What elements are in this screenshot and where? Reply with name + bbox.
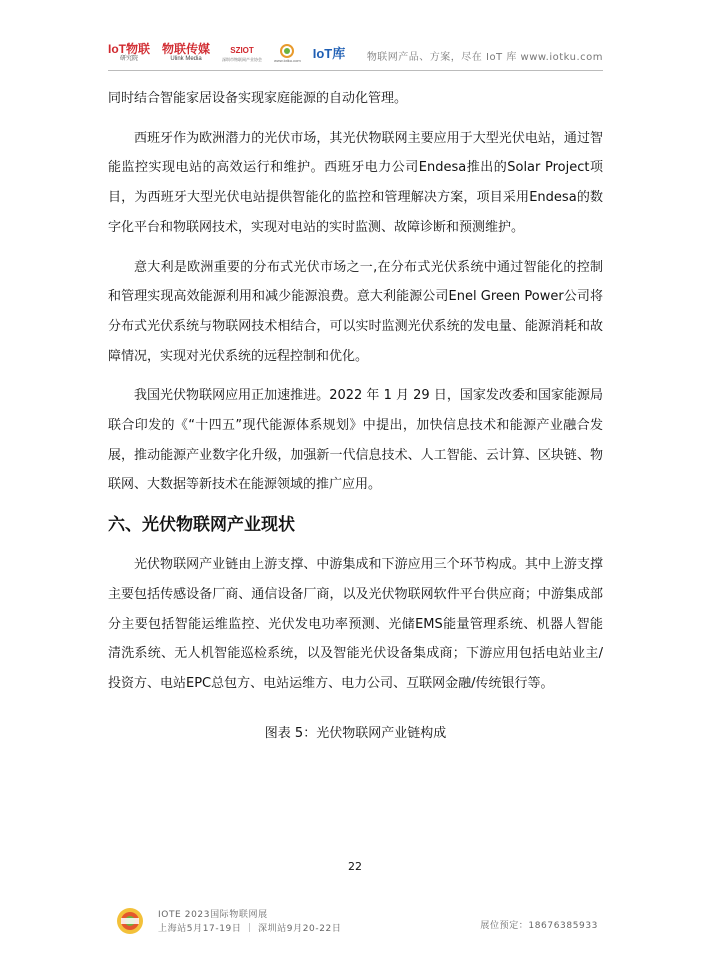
iot-research-logo [108, 43, 150, 63]
page-number: 22 [348, 860, 362, 873]
iot-research-logo-sub: 研究院 [119, 56, 138, 62]
ulink-media-logo-text: 物联传媒 [162, 42, 211, 56]
header-divider [108, 70, 603, 71]
iote-logo-sub: www.iotku.com [274, 57, 301, 63]
paragraph-home-energy: 同时结合智能家居设备实现家庭能源的自动化管理。 [108, 91, 408, 106]
footer-event-title: IOTE 2023国际物联网展 [158, 910, 268, 920]
footer-event-info [158, 908, 341, 936]
ulink-media-logo [162, 43, 210, 63]
sziot-logo [222, 44, 262, 62]
header-tagline: 物联网产品、方案，尽在 IoT 库 www.iotku.com [366, 52, 603, 63]
footer-event-dates: 上海站5月17-19日 ｜ 深圳站9月20-22日 [158, 924, 342, 934]
iote-logo-icon [278, 44, 296, 58]
iot-research-logo-text: IoT物联 [108, 42, 150, 56]
section-heading: 六、光伏物联网产业现状 [108, 515, 295, 536]
page-footer [0, 900, 710, 960]
footer-booth-contact: 展位预定：18676385933 [480, 921, 598, 931]
iotku-logo-text: IoT库 [312, 45, 346, 61]
paragraph-spain: 西班牙作为欧洲潜力的光伏市场，其光伏物联网主要应用于大型光伏电站，通过智能监控实现电站的高效运行和维护。西班牙电力公司Endesa推出的Solar Project项目，为西班牙大型光伏电站提供智能化的监控和管理解决方案，项目采用Endesa的数字化平台和物联网技术，实现对电站的实时监测、故障诊断和预测维护。 [108, 130, 603, 235]
sziot-logo-text: SZIOT [230, 46, 254, 55]
paragraph-italy: 意大利是欧洲重要的分布式光伏市场之一,在分布式光伏系统中通过智能化的控制和管理实现高效能源利用和减少能源浪费。意大利能源公司Enel Green Power公司将分布式光伏系统与物联网技术相结合，可以实时监测光伏系统的发电量、能源消耗和故障情况，实现对光伏系统的远程控制和优化。 [108, 259, 603, 364]
header-logos [108, 38, 357, 68]
document-body [108, 84, 603, 745]
ulink-media-logo-sub: Ulink Media [170, 56, 202, 62]
iote-expo-logo-icon [115, 906, 145, 936]
paragraph-industry-chain: 光伏物联网产业链由上游支撑、中游集成和下游应用三个环节构成。其中上游支撑主要包括传感设备厂商、通信设备厂商，以及光伏物联网软件平台供应商；中游集成部分主要包括智能运维监控、光伏发电功率预测、光储EMS能量管理系统、机器人智能清洗系统、无人机智能巡检系统，以及智能光伏设备集成商；下游应用包括电站业主/投资方、电站EPC总包方、电站运维方、电力公司、互联网金融/传统银行等。 [108, 557, 603, 691]
iote-logo [274, 44, 301, 63]
paragraph-china: 我国光伏物联网应用正加速推进。2022 年 1 月 29 日，国家发改委和国家能源局联合印发的《“十四五”现代能源体系规划》中提出，加快信息技术和能源产业融合发展，推动能源产业数字化升级，加强新一代信息技术、人工智能、云计算、区块链、物联网、大数据等新技术在能源领域的推广应用。 [108, 388, 603, 493]
figure-caption: 图表 5：光伏物联网产业链构成 [264, 725, 447, 741]
page-header [0, 0, 710, 72]
sziot-logo-sub: 深圳市物联网产业协会 [222, 57, 263, 62]
iotku-logo [313, 47, 346, 60]
